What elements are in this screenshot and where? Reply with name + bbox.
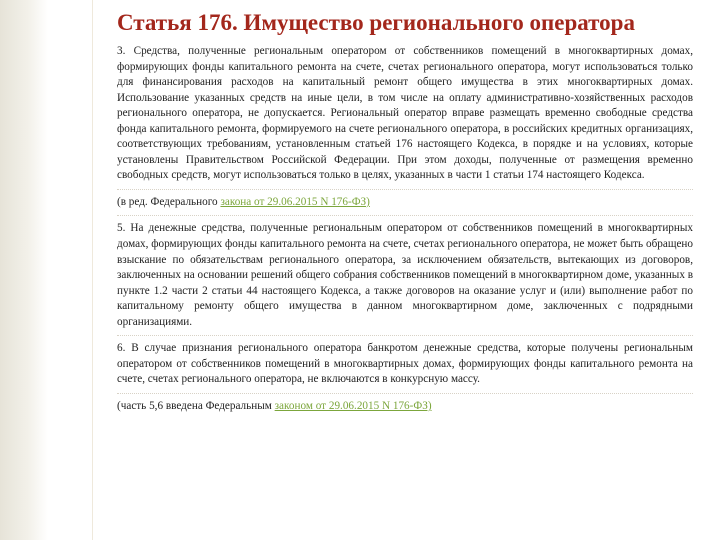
law-link-1[interactable]: закона от 29.06.2015 N 176-ФЗ): [220, 195, 370, 208]
edit-note: [117, 195, 693, 217]
page-title: Статья 176. Имущество регионального оператора: [117, 10, 635, 35]
intro-note: [117, 399, 693, 420]
paragraph-5: 5. На денежные средства, полученные региональным оператором от собственников помещений в многоквартирных домах, формирующих фонды капитального ремонта на счете, счетах регионального оператора, не может быть обращено взыскание по обязательствам регионального оператора, за исключением обязательств, вытекающих из договоров, заключенных на основании решений общего собрания собственников помещений в многоквартирном доме, указанных в пункте 1.2 части 2 статьи 44 настоящего Кодекса, а также договоров на оказание услуг и (или) выполнение работ по капитальному ремонту общего имущества в данном многоквартирном доме, заключенных с подрядными организациями.: [117, 221, 693, 336]
decorative-band: [0, 0, 48, 540]
edit-note-prefix: (в ред. Федерального: [117, 195, 221, 208]
decorative-line: [92, 0, 93, 540]
intro-note-prefix: (часть 5,6 введена Федеральным: [117, 399, 275, 412]
article-body: [117, 44, 693, 424]
law-link-2[interactable]: законом от 29.06.2015 N 176-ФЗ): [274, 399, 432, 412]
paragraph-6: 6. В случае признания регионального оператора банкротом денежные средства, которые получены региональным оператором от собственников помещений в многоквартирных домах, формирующих фонды капитального ремонта на счете, счетах регионального оператора, не включаются в конкурсную массу.: [117, 341, 693, 394]
paragraph-3: 3. Средства, полученные региональным оператором от собственников помещений в многоквартирных домах, формирующих фонды капитального ремонта на счете, счетах регионального оператора, могут использоваться только для финансирования расходов на капитальный ремонт общего имущества в этих многоквартирных домах. Использование указанных средств на иные цели, в том числе на оплату административно-хозяйственных расходов регионального оператора, не допускается. Региональный оператор вправе размещать временно свободные средства фонда капитального ремонта, формируемого на счете регионального оператора, в российских кредитных организациях, соответствующих требованиям, установленным статьей 176 настоящего Кодекса, в порядке и на условиях, которые установлены Правительством Российской Федерации. При этом доходы, полученные от размещения временно свободных средств, могут использоваться только в целях, указанных в части 1 статьи 174 настоящего Кодекса.: [117, 44, 693, 190]
